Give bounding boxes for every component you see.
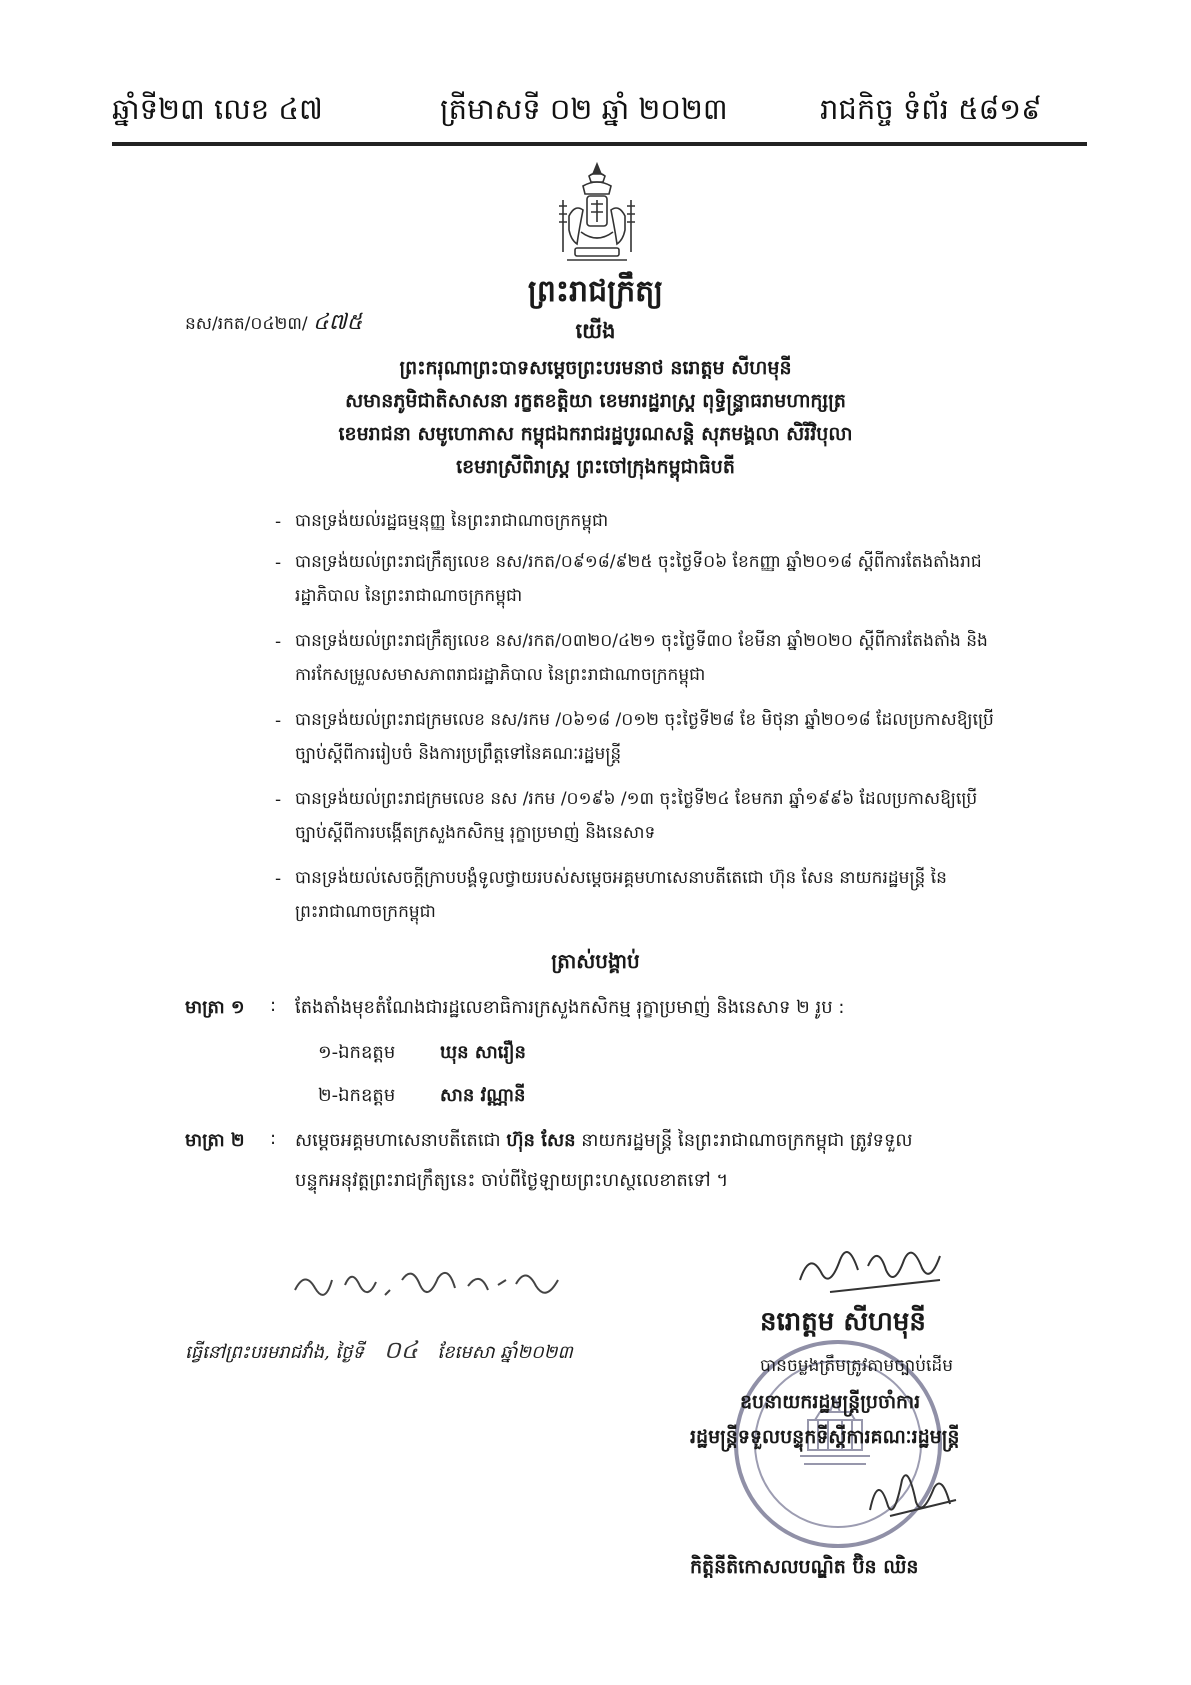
we-heading: យើង [575,319,616,343]
article-2-pm-name: ហ៊ុន សែន [506,1130,576,1151]
reference-code: នស/រកត/០៤២៣/ [185,314,308,334]
clause-dash: - [275,869,282,889]
countersign-line-3: រដ្ឋមន្ត្រីទទួលបន្ទុកទីស្តីការគណៈរដ្ឋមន្ត្រី [690,1426,960,1448]
countersign-line-2: ឧបនាយករដ្ឋមន្ត្រីប្រចាំការ [740,1391,921,1413]
king-signature [790,1230,960,1300]
appointee-1-name: ឃុន សារឿន [440,1042,526,1063]
document-title: ព្រះរាជក្រឹត្យ [527,274,664,309]
article-2-text-b: នាយករដ្ឋមន្ត្រី នៃព្រះរាជាណាចក្រកម្ពុជា ត្រូវទទួល [581,1130,913,1151]
place-date-prefix: ធ្វើនៅព្រះបរមរាជវាំង, ថ្ងៃទី [185,1342,364,1363]
header-center: ត្រីមាសទី ០២ ឆ្នាំ ២០២៣ [440,92,728,126]
clause-dash: - [275,790,282,810]
clause-6: បានទ្រង់យល់សេចក្តីក្រាបបង្គំទូលថ្វាយរបស់សម្តេចអគ្គមហាសេនាបតីតេជោ ហ៊ុន សែន នាយករដ្ឋមន្ត្រី នៃព្រះរាជាណាចក្រកម្ពុជា [295,868,947,922]
clause-dash: - [275,553,282,573]
appointee-2-name: សាន វណ្ណានី [440,1085,526,1106]
king-line-3: ខេមរាជនា សមូហោភាស កម្ពុជឯករាជរដ្ឋបូរណសន្តិ សុភមង្គលា សិរីវិបុលា [338,423,853,445]
appointee-2-number: ២-ឯកឧត្តម [318,1085,396,1106]
article-1-text: តែងតាំងមុខតំណែងជារដ្ឋលេខាធិការក្រសួងកសិកម្ម រុក្ខាប្រមាញ់ និងនេសាទ ២ រូប : [295,997,845,1018]
article-1-label: មាត្រា ១ [185,997,245,1018]
king-line-1: ព្រះករុណាព្រះបាទសម្តេចព្រះបរមនាថ នរោត្តម សីហមុនី [399,357,792,379]
place-date-day: ០៤ [383,1336,418,1364]
header-right: រាជកិច្ច ទំព័រ ៥៨១៩ [820,92,1042,126]
article-2-text-a: សម្តេចអគ្គមហាសេនាបតីតេជោ [295,1130,501,1151]
countersigner-signature [860,1460,970,1530]
appointee-1-number: ១-ឯកឧត្តម [318,1042,396,1063]
countersign-line-1: បានចម្លងត្រឹមត្រូវតាមច្បាប់ដើម [760,1356,953,1376]
clause-3: បានទ្រង់យល់ព្រះរាជក្រឹត្យលេខ នស/រកត/០៣២០/៤២១ ចុះថ្ងៃទី៣០ ខែមីនា ឆ្នាំ២០២០ ស្តីពីការតែងតាំង និងការកែសម្រួលសមាសភាពរាជរដ្ឋាភិបាល នៃព្រះរាជាណាចក្រកម្ពុជា [295,631,988,685]
clause-2: បានទ្រង់យល់ព្រះរាជក្រឹត្យលេខ នស/រកត/០៩១៨/៩២៥ ចុះថ្ងៃទី០៦ ខែកញ្ញា ឆ្នាំ២០១៨ ស្តីពីការតែងតាំងរាជរដ្ឋាភិបាល នៃព្រះរាជាណាចក្រកម្ពុជា [295,552,982,606]
header-left: ឆ្នាំទី២៣ លេខ ៤៧ [112,92,323,126]
header-rule [112,142,1087,146]
royal-emblem-icon [553,160,641,270]
king-line-4: ខេមរាស្រីពិរាស្ត្រ ព្រះចៅក្រុងកម្ពុជាធិបតី [456,456,735,478]
article-2-label: មាត្រា ២ [185,1130,245,1151]
king-name: នរោត្តម សីហមុនី [760,1307,926,1337]
reference-handwritten: ៤៧៥ [313,310,363,335]
clause-dash: - [275,512,282,532]
clause-5: បានទ្រង់យល់ព្រះរាជក្រមលេខ នស /រកម /០១៩៦ /១៣ ចុះថ្ងៃទី២៤ ខែមករា ឆ្នាំ១៩៩៦ ដែលប្រកាសឱ្យប្រើច្បាប់ស្តីពីការបង្កើតក្រសួងកសិកម្ម រុក្ខាប្រមាញ់ និងនេសាទ [295,789,978,843]
article-2-line-1 [295,1128,913,1155]
article-1-colon: : [270,995,277,1016]
decree-heading: ត្រាស់បង្គាប់ [551,949,640,973]
place-date [185,1335,573,1370]
king-line-2: សមានភូមិជាតិសាសនា រក្ខតខត្តិយា ខេមរារដ្ឋរាស្ត្រ ពុទ្ធិន្ទ្រាធរាមហាក្សត្រ [345,390,846,412]
article-2-line-2: បន្ទុកអនុវត្តព្រះរាជក្រឹត្យនេះ ចាប់ពីថ្ងៃឡាយព្រះហស្ថលេខាតទៅ ។ [295,1170,729,1191]
article-2-colon: : [270,1128,277,1149]
clause-1: បានទ្រង់យល់រដ្ឋធម្មនុញ្ញ នៃព្រះរាជាណាចក្រកម្ពុជា [295,511,609,531]
handwritten-registry-note [290,1250,570,1310]
clause-4: បានទ្រង់យល់ព្រះរាជក្រមលេខ នស/រកម /០៦១៨ /០១២ ចុះថ្ងៃទី២៨ ខែ មិថុនា ឆ្នាំ២០១៨ ដែលប្រកាសឱ្យប្រើច្បាប់ស្តីពីការរៀបចំ និងការប្រព្រឹត្តទៅនៃគណៈរដ្ឋមន្ត្រី [295,710,994,764]
place-date-suffix: ខែមេសា ឆ្នាំ២០២៣ [437,1342,573,1363]
clause-dash: - [275,632,282,652]
clause-dash: - [275,711,282,731]
countersigner-name: កិត្តិនីតិកោសលបណ្ឌិត ប៊ិន ឈិន [690,1556,919,1578]
